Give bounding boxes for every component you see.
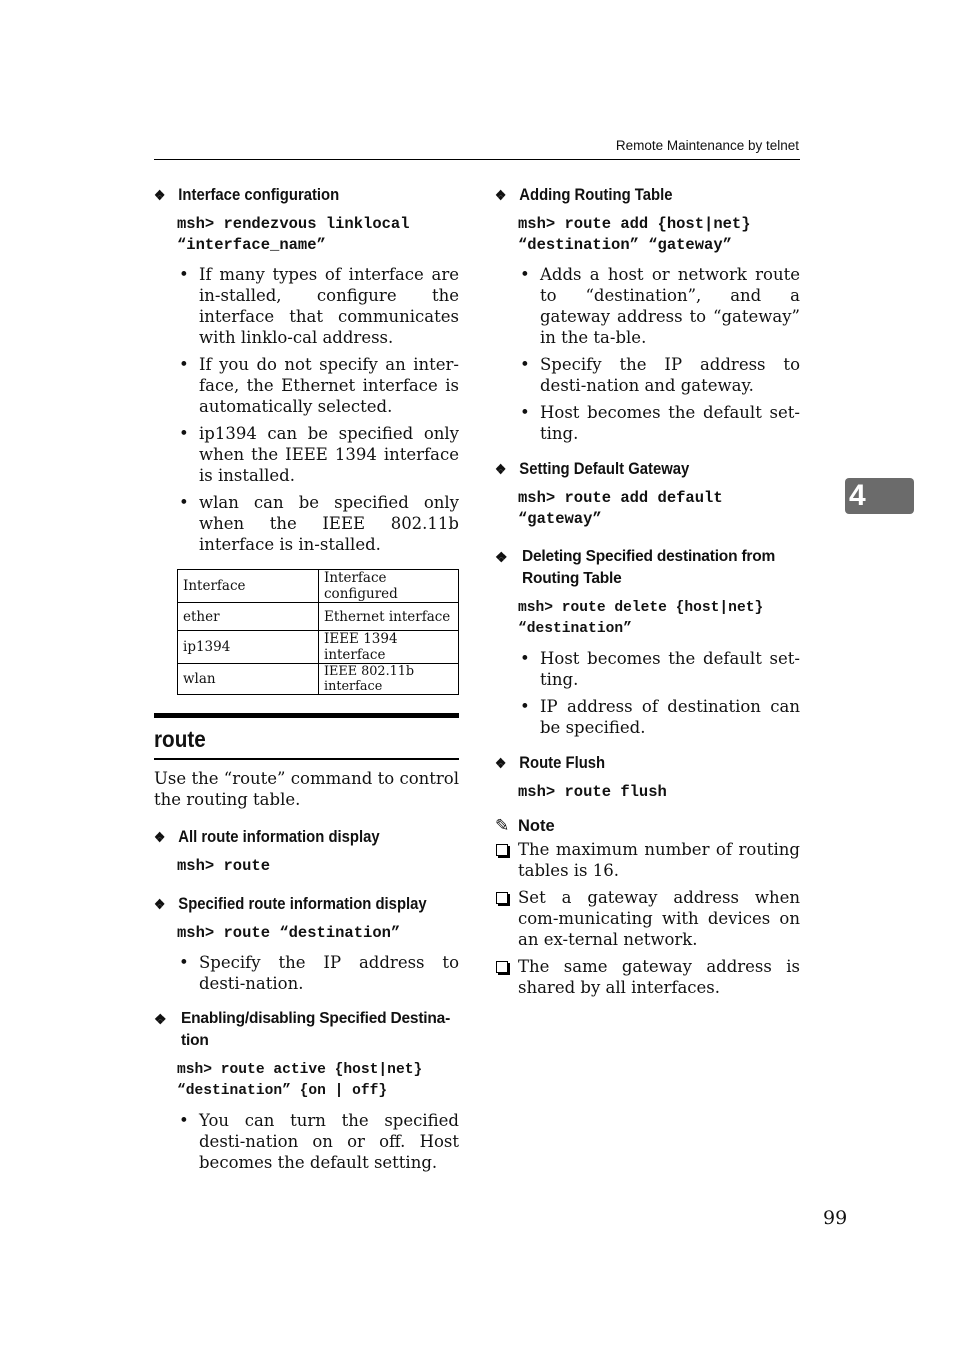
section-title: route [154, 726, 206, 752]
table-row [178, 631, 459, 664]
note-list [495, 839, 800, 998]
all-route-code: msh> route [177, 857, 271, 875]
diamond-icon: ❖ [154, 896, 166, 912]
specified-route-heading: ❖ Specified route information display [154, 895, 427, 913]
list-item: • You can turn the specified desti-nation on or off. Host becomes the default setting. [177, 1110, 459, 1173]
chapter-tab: 4 [845, 478, 914, 514]
left-column [154, 184, 459, 1187]
interface-config-bullets [177, 264, 459, 555]
table-cell: wlan [178, 664, 319, 695]
section-rule-top [154, 713, 459, 718]
table-cell: Interface configured [319, 570, 459, 603]
default-gateway-heading: ❖ Setting Default Gateway [495, 460, 690, 478]
list-item: The same gateway address is shared by all interfaces. [495, 956, 800, 998]
default-gateway-code: msh> route add default “gateway” [518, 489, 723, 528]
diamond-icon: ❖ [495, 549, 508, 565]
running-header: Remote Maintenance by telnet [615, 138, 799, 153]
pencil-icon: ✎ [495, 816, 510, 835]
enabling-bullets [177, 1110, 459, 1173]
table-cell: ip1394 [178, 631, 319, 664]
interface-config-heading: ❖ Interface configuration [154, 186, 340, 204]
list-item: • Adds a host or network route to “destination”, and a gateway address to “gateway” in the ta-ble. [518, 264, 800, 348]
list-item: • wlan can be specified only when the IEEE 802.11b interface is in-stalled. [177, 492, 459, 555]
list-item: • IP address of destination can be specified. [518, 696, 800, 738]
table-row [178, 664, 459, 695]
route-intro: Use the “route” command to control the routing table. [154, 769, 459, 809]
specified-route-bullets [177, 952, 459, 994]
list-item: • ip1394 can be specified only when the IEEE 1394 interface is installed. [177, 423, 459, 486]
diamond-icon: ❖ [495, 461, 507, 477]
diamond-icon: ❖ [154, 187, 166, 203]
header-rule [154, 159, 800, 160]
specified-route-code: msh> route “destination” [177, 924, 401, 942]
diamond-icon: ❖ [154, 1011, 167, 1027]
flush-heading: ❖ Route Flush [495, 754, 606, 772]
section-rule-bottom [154, 758, 459, 760]
interface-config-code: msh> rendezvous linklocal “interface_name” [177, 215, 410, 254]
adding-heading: ❖ Adding Routing Table [495, 186, 673, 204]
enabling-heading: ❖ Enabling/disabling Specified Destina-tion [154, 1008, 459, 1052]
adding-code: msh> route add {host|net} “destination” “gateway” [518, 215, 751, 254]
flush-code: msh> route flush [518, 783, 667, 801]
list-item: Set a gateway address when com-municating with devices on an ex-ternal network. [495, 887, 800, 950]
table-row [178, 570, 459, 603]
diamond-icon: ❖ [495, 755, 507, 771]
checkbox-icon [496, 844, 508, 856]
table-cell: Ethernet interface [319, 603, 459, 631]
list-item: • Host becomes the default set-ting. [518, 402, 800, 444]
right-column [495, 184, 800, 1004]
note-heading: ✎ Note [495, 816, 555, 835]
table-cell: IEEE 802.11b interface [319, 664, 459, 695]
list-item: • If you do not specify an inter-face, the Ethernet interface is automatically selected. [177, 354, 459, 417]
diamond-icon: ❖ [154, 829, 166, 845]
list-item: • Specify the IP address to desti-nation. [177, 952, 459, 994]
checkbox-icon [496, 892, 508, 904]
page-number: 99 [823, 1207, 848, 1229]
table-cell: Interface [178, 570, 319, 603]
adding-bullets [518, 264, 800, 444]
deleting-code: msh> route delete {host|net} “destination” [518, 600, 764, 637]
table-row [178, 603, 459, 631]
checkbox-icon [496, 961, 508, 973]
diamond-icon: ❖ [495, 187, 507, 203]
table-cell: ether [178, 603, 319, 631]
interface-table [177, 569, 459, 695]
list-item: • Host becomes the default set-ting. [518, 648, 800, 690]
list-item: • If many types of interface are in-stalled, configure the interface that communicates with linklo-cal address. [177, 264, 459, 348]
enabling-code: msh> route active {host|net} “destination” {on | off} [177, 1062, 423, 1099]
table-cell: IEEE 1394 interface [319, 631, 459, 664]
deleting-bullets [518, 648, 800, 738]
all-route-heading: ❖ All route information display [154, 828, 380, 846]
deleting-heading: ❖ Deleting Specified destination from Routing Table [495, 546, 800, 590]
list-item: The maximum number of routing tables is 16. [495, 839, 800, 881]
list-item: • Specify the IP address to desti-nation and gateway. [518, 354, 800, 396]
